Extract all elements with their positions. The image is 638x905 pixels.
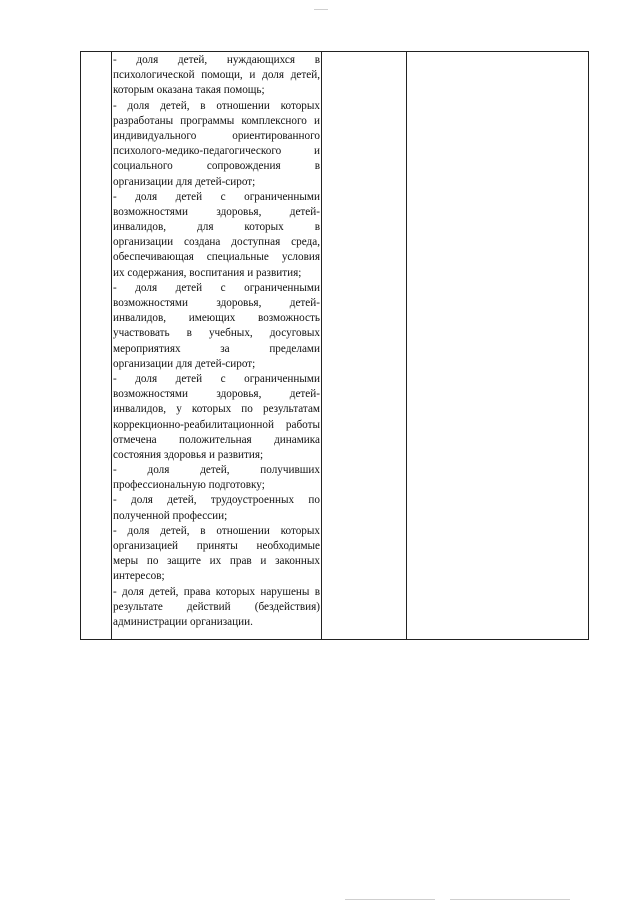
- indicator-line: состояния здоровья и развития;: [113, 448, 264, 461]
- indicator-line: инвалидов, у которых по результатам: [113, 403, 320, 416]
- scan-artifact: [450, 899, 570, 900]
- indicator-line: которым оказана такая помощь;: [113, 84, 265, 97]
- indicator-line: - доля детей, получивших: [113, 464, 320, 477]
- indicator-line: мероприятиях за пределами: [113, 342, 320, 355]
- indicator-item: [113, 99, 320, 190]
- indicator-line: участвовать в учебных, досуговых: [113, 327, 320, 340]
- indicator-line: обеспечивающая специальные условия: [113, 251, 320, 264]
- indicator-item: [113, 190, 320, 281]
- indicator-line: организации для детей-сирот;: [113, 357, 256, 370]
- indicator-line: инвалидов, имеющих возможность: [113, 312, 320, 325]
- indicator-item: [113, 281, 320, 372]
- indicators-cell: [112, 52, 321, 639]
- indicator-line: их содержания, воспитания и развития;: [113, 266, 302, 279]
- indicator-line: полученной профессии;: [113, 509, 228, 522]
- indicator-item: [113, 53, 320, 99]
- indicator-line: меры по защите их прав и законных: [113, 555, 320, 568]
- indicator-item: [113, 493, 320, 523]
- indicator-line: - доля детей, трудоустроенных по: [113, 494, 320, 507]
- indicator-line: социального сопровождения в: [113, 160, 320, 173]
- indicator-line: - доля детей, нуждающихся в: [113, 54, 320, 66]
- indicator-line: организации создана доступная среда,: [113, 236, 320, 249]
- note-cell: [407, 52, 588, 639]
- indicator-item: [113, 463, 320, 493]
- indicator-line: возможностями здоровья, детей-: [113, 297, 320, 309]
- indicator-line: отмечена положительная динамика: [113, 433, 320, 446]
- indicator-item: [113, 585, 320, 631]
- indicator-line: индивидуального ориентированного: [113, 129, 320, 142]
- value-cell: [322, 52, 406, 639]
- indicator-line: возможностями здоровья, детей-: [113, 388, 320, 401]
- row-number-cell: [81, 52, 111, 639]
- indicator-line: профессиональную подготовку;: [113, 479, 265, 492]
- indicator-line: администрации организации.: [113, 615, 253, 628]
- scan-artifact: [345, 899, 435, 900]
- indicator-line: организацией приняты необходимые: [113, 540, 320, 552]
- indicator-line: психолого-медико-педагогического и: [113, 145, 320, 158]
- indicators-table: [80, 51, 589, 640]
- scan-artifact: [314, 9, 328, 10]
- indicator-line: - доля детей, в отношении которых: [113, 99, 320, 112]
- indicator-line: инвалидов, для которых в: [113, 221, 320, 234]
- indicator-line: - доля детей с ограниченными: [113, 281, 320, 294]
- indicator-line: результате действий (бездействия): [113, 600, 320, 613]
- indicator-line: разработаны программы комплексного и: [113, 114, 320, 127]
- indicator-line: возможностями здоровья, детей-: [113, 205, 320, 218]
- indicator-line: - доля детей, права которых нарушены в: [113, 585, 320, 598]
- indicator-line: - доля детей, в отношении которых: [113, 524, 320, 537]
- indicator-line: - доля детей с ограниченными: [113, 372, 320, 385]
- indicator-item: [113, 372, 320, 463]
- indicator-line: психологической помощи, и доля детей,: [113, 69, 320, 82]
- indicator-line: организации для детей-сирот;: [113, 175, 256, 188]
- indicator-item: [113, 524, 320, 585]
- indicator-line: коррекционно-реабилитационной работы: [113, 418, 320, 431]
- indicator-line: - доля детей с ограниченными: [113, 190, 320, 203]
- indicator-line: интересов;: [113, 570, 165, 583]
